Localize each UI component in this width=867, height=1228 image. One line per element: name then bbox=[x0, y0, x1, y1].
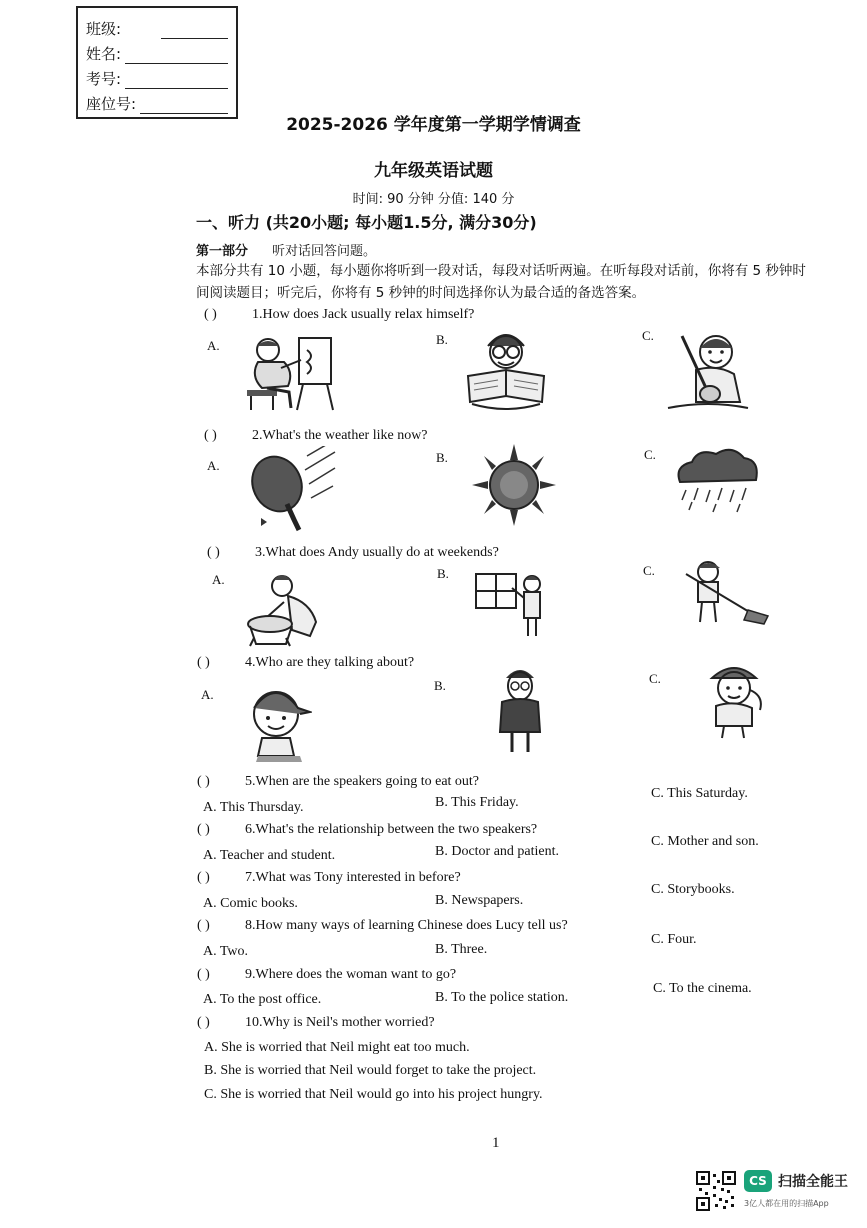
part-title bbox=[196, 240, 376, 259]
class-row bbox=[86, 14, 228, 39]
option-a[interactable]: A. Two. bbox=[203, 944, 249, 959]
option-a[interactable]: A. She is worried that Neil might eat too much. bbox=[204, 1040, 470, 1055]
question-6 bbox=[197, 822, 537, 838]
option-b[interactable]: B. Doctor and patient. bbox=[435, 844, 560, 859]
answer-paren[interactable]: ( ) bbox=[197, 822, 210, 837]
option-b-label: B. bbox=[434, 678, 446, 693]
option-c[interactable]: C. Storybooks. bbox=[651, 882, 735, 897]
exam-no-row bbox=[86, 64, 228, 89]
question-9 bbox=[197, 967, 456, 983]
option-a[interactable]: A. Teacher and student. bbox=[203, 848, 336, 863]
option-c[interactable]: C. Four. bbox=[651, 932, 697, 947]
option-b[interactable]: B. She is worried that Neil would forget to take the project. bbox=[204, 1063, 537, 1078]
question-text: 5.When are the speakers going to eat out? bbox=[245, 774, 480, 789]
question-text: 1.How does Jack usually relax himself? bbox=[252, 307, 475, 322]
option-a-label: A. bbox=[207, 458, 220, 473]
answer-paren[interactable]: ( ) bbox=[197, 1015, 210, 1030]
option-a-label: A. bbox=[207, 338, 220, 353]
man-with-glasses-icon bbox=[494, 664, 546, 754]
question-text: 2.What's the weather like now? bbox=[252, 428, 428, 443]
question-10 bbox=[197, 1015, 435, 1031]
guitar-boy-icon bbox=[660, 330, 750, 410]
answer-paren[interactable]: ( ) bbox=[197, 774, 210, 789]
question-1 bbox=[204, 307, 474, 323]
windy-tree-icon bbox=[245, 446, 337, 532]
old-man-icon bbox=[702, 660, 770, 740]
seat-label: 座位号: bbox=[86, 95, 137, 113]
option-b[interactable]: B. Newspapers. bbox=[435, 893, 524, 908]
time-score-line: 时间: 90 分钟 分值: 140 分 bbox=[352, 192, 515, 207]
option-a-label: A. bbox=[212, 572, 225, 587]
class-label: 班级: bbox=[86, 20, 122, 38]
girl-with-cap-icon bbox=[246, 682, 312, 764]
washing-clothes-icon bbox=[244, 572, 322, 648]
exam-subtitle: 九年级英语试题 bbox=[374, 161, 493, 181]
answer-paren[interactable]: ( ) bbox=[207, 545, 220, 560]
sun-icon bbox=[472, 444, 556, 526]
question-4 bbox=[197, 655, 414, 671]
instructions: 本部分共有 10 小题，每小题你将听到一段对话，每段对话听两遍。在听每段对话前，你将有 5 秒钟时间阅读题目；听完后，你将有 5 秒钟的时间选择你认为最合适的备选答案。 bbox=[196, 263, 806, 301]
app-tagline: 3亿人都在用的扫描App bbox=[744, 1199, 829, 1208]
sweeping-icon bbox=[682, 558, 772, 626]
option-b-label: B. bbox=[436, 450, 448, 465]
question-8 bbox=[197, 918, 568, 934]
answer-paren[interactable]: ( ) bbox=[204, 307, 217, 322]
part-label: 第一部分 bbox=[196, 244, 249, 259]
rain-cloud-icon bbox=[672, 448, 762, 514]
answer-paren[interactable]: ( ) bbox=[197, 918, 210, 933]
option-c-label: C. bbox=[642, 328, 654, 343]
option-c-label: C. bbox=[644, 447, 656, 462]
cs-badge-icon: CS bbox=[744, 1170, 772, 1192]
option-c-label: C. bbox=[649, 671, 661, 686]
option-b-label: B. bbox=[436, 332, 448, 347]
question-text: 6.What's the relationship between the two speakers? bbox=[245, 822, 538, 837]
name-row bbox=[86, 39, 228, 64]
option-a[interactable]: A. To the post office. bbox=[203, 992, 322, 1007]
answer-paren[interactable]: ( ) bbox=[197, 870, 210, 885]
part-requirement: 听对话回答问题。 bbox=[272, 244, 377, 259]
option-a-label: A. bbox=[201, 687, 214, 702]
option-a[interactable]: A. This Thursday. bbox=[203, 800, 304, 815]
exam-title: 2025-2026 学年度第一学期学情调查 bbox=[286, 115, 581, 135]
option-c[interactable]: C. To the cinema. bbox=[653, 981, 752, 996]
class-field[interactable] bbox=[161, 24, 228, 39]
page-number: 1 bbox=[492, 1135, 500, 1151]
question-text: 7.What was Tony interested in before? bbox=[245, 870, 461, 885]
question-2 bbox=[204, 428, 428, 444]
scanner-app-logo bbox=[744, 1170, 848, 1192]
option-a[interactable]: A. Comic books. bbox=[203, 896, 298, 911]
question-text: 4.Who are they talking about? bbox=[245, 655, 415, 670]
answer-paren[interactable]: ( ) bbox=[197, 967, 210, 982]
reading-man-icon bbox=[462, 328, 550, 410]
question-5 bbox=[197, 774, 479, 790]
student-info-box bbox=[76, 6, 238, 119]
exam-no-label: 考号: bbox=[86, 70, 122, 88]
qr-code-icon bbox=[695, 1170, 737, 1212]
option-b-label: B. bbox=[437, 566, 449, 581]
question-7 bbox=[197, 870, 461, 886]
name-label: 姓名: bbox=[86, 45, 122, 63]
question-text: 3.What does Andy usually do at weekends? bbox=[255, 545, 499, 560]
option-c[interactable]: C. She is worried that Neil would go into his project hungry. bbox=[204, 1087, 543, 1102]
option-b[interactable]: B. Three. bbox=[435, 942, 488, 957]
option-b[interactable]: B. This Friday. bbox=[435, 795, 519, 810]
painting-boy-icon bbox=[243, 330, 338, 412]
option-c[interactable]: C. Mother and son. bbox=[651, 834, 759, 849]
answer-paren[interactable]: ( ) bbox=[197, 655, 210, 670]
app-name: 扫描全能王 bbox=[778, 1174, 848, 1190]
question-text: 9.Where does the woman want to go? bbox=[245, 967, 457, 982]
section-title: 一、听力 (共20小题; 每小题1.5分, 满分30分) bbox=[196, 213, 537, 232]
option-b[interactable]: B. To the police station. bbox=[435, 990, 569, 1005]
exam-no-field[interactable] bbox=[125, 74, 228, 89]
cleaning-window-icon bbox=[472, 570, 550, 638]
question-text: 10.Why is Neil's mother worried? bbox=[245, 1015, 435, 1030]
answer-paren[interactable]: ( ) bbox=[204, 428, 217, 443]
question-text: 8.How many ways of learning Chinese does Lucy tell us? bbox=[245, 918, 568, 933]
name-field[interactable] bbox=[125, 49, 228, 64]
option-c-label: C. bbox=[643, 563, 655, 578]
option-c[interactable]: C. This Saturday. bbox=[651, 786, 748, 801]
question-3 bbox=[207, 545, 499, 561]
